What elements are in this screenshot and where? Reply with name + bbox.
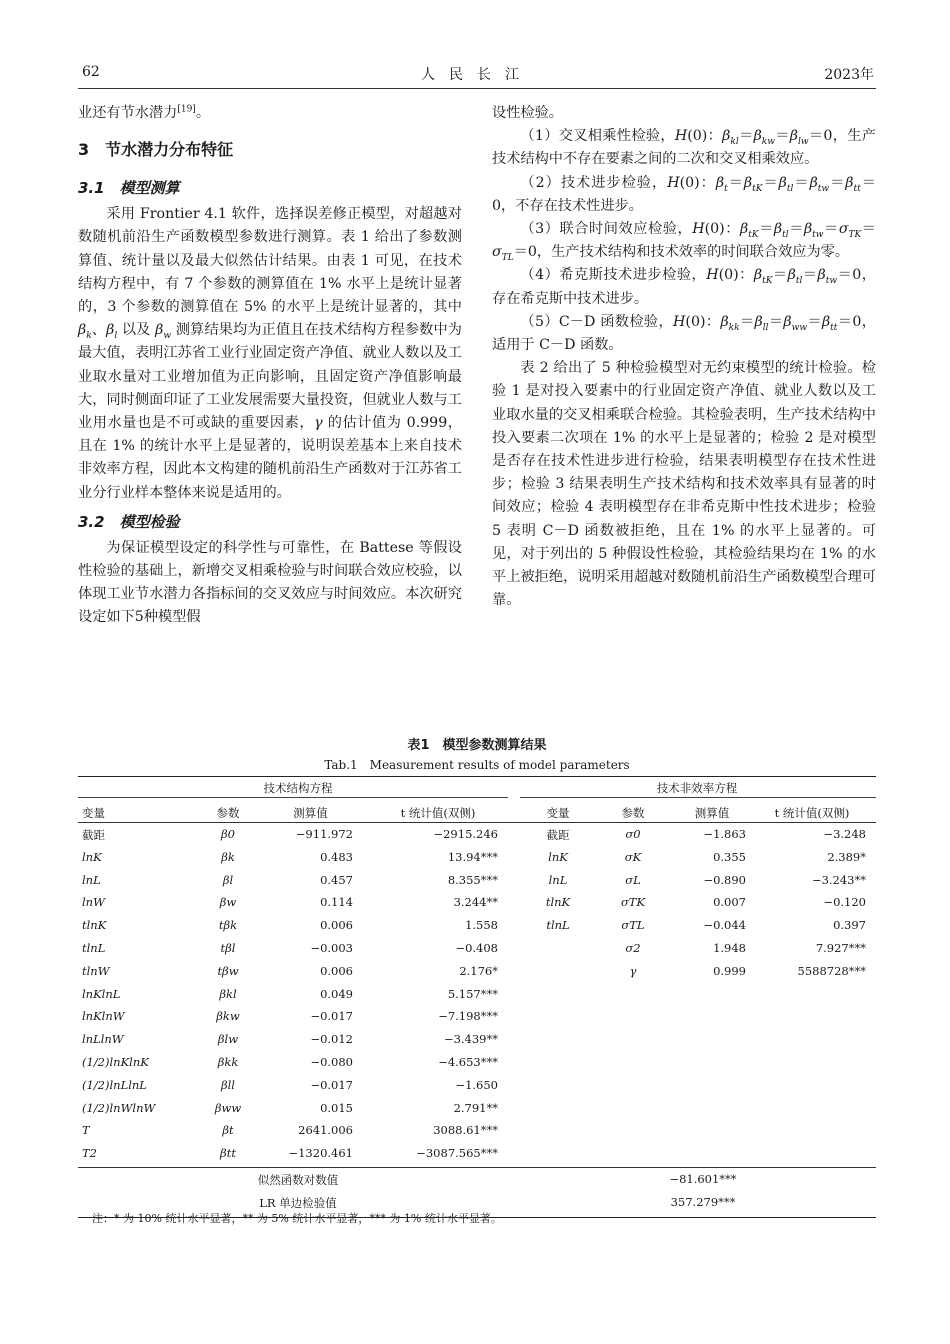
column-header: 测算值 xyxy=(293,806,328,820)
journal-name: 人民长江 xyxy=(421,67,533,83)
intro-paragraph: 业还有节水潜力[19]。 xyxy=(78,104,211,121)
table-cell: βkw xyxy=(216,1009,240,1024)
table-cell: σTK xyxy=(620,895,646,910)
table-cell: lnW xyxy=(82,895,105,910)
table2-discussion-paragraph: 表 2 给出了 5 种检验模型对无约束模型的统计检验。检验 1 是对投入要素中的行业固定资产净值、就业人数以及工业取水量的交叉相乘联合检验。其检验表明，生产技术结构中投入要素二次项在 1% 的水平上是显著的；检验 2 是对模型是否存在技术性进步进行检验，结果表明模型存在技术性进步；检验 3 结果表明生产技术结构和技术效率具有显著的时间效应；检验 4 表明模型存在非希克斯中性技术进步；检验 5 表明 C－D 函数被拒绝，且在 1% 的水平上显著的。可见，对于列出的 5 种假设性检验，其检验结果均在 1% 的水平上被拒绝，说明采用超越对数随机前沿生产函数模型合理可靠。 xyxy=(492,360,876,609)
subsection-3-2-title: 3.2 模型检验 xyxy=(78,512,180,531)
continued-line: 设性检验。 xyxy=(492,105,563,121)
test-4-paragraph: （4）希克斯技术进步检验，H(0)：$\beta_{tK}=\beta_{tl}=\beta_{tw}=0$，存在希克斯中技术进步。 xyxy=(492,267,876,307)
group-header-inefficiency: 技术非效率方程 xyxy=(656,781,738,795)
table-cell: 3088.61*** xyxy=(433,1123,498,1138)
test-2-paragraph: （2）技术进步检验，H(0)：$\beta_t=\beta_{tK}=\beta_{tl}=\beta_{tw}=\beta_{tt}=0$，不存在技术性进步。 xyxy=(492,174,876,214)
table-cell: βkk xyxy=(217,1055,239,1069)
table-cell: (1/2)lnLlnL xyxy=(82,1077,147,1092)
table-cell: lnL xyxy=(82,872,101,887)
table-row xyxy=(78,1098,876,1120)
column-header: t 统计值(双侧) xyxy=(774,806,850,820)
table-cell: 0.397 xyxy=(833,918,866,933)
table-cell: 0.015 xyxy=(320,1100,353,1115)
table-cell: tβk xyxy=(218,918,238,933)
table-row xyxy=(78,961,876,983)
table-cell: −911.972 xyxy=(295,827,353,841)
table-cell: 截距 xyxy=(82,828,105,842)
table-cell: βk xyxy=(221,849,235,864)
table-cell: −4.653*** xyxy=(438,1055,498,1069)
column-header: 测算值 xyxy=(694,806,730,820)
table-row xyxy=(78,1052,876,1074)
table-row xyxy=(78,870,876,892)
section-3-title: 3 节水潜力分布特征 xyxy=(78,140,234,160)
table-cell: T xyxy=(82,1123,90,1138)
table-cell: −0.003 xyxy=(310,941,353,955)
table-row xyxy=(78,1006,876,1028)
table-cell: −0.044 xyxy=(703,918,746,933)
page-number: 62 xyxy=(82,64,100,80)
table-cell: βkl xyxy=(219,986,237,1001)
table-cell: −3087.565*** xyxy=(416,1146,498,1161)
table-cell: 截距 xyxy=(546,828,570,842)
table-cell: 0.483 xyxy=(320,849,353,864)
table-cell: βl xyxy=(222,872,234,887)
table-row xyxy=(78,938,876,960)
table-row xyxy=(78,1075,876,1097)
table-row xyxy=(78,1120,876,1142)
table-cell: 0.006 xyxy=(320,963,353,978)
table-cell: −3.439** xyxy=(443,1032,498,1047)
table-cell: −0.120 xyxy=(823,895,866,910)
column-header: 参数 xyxy=(216,806,240,820)
table-cell: −0.080 xyxy=(310,1055,353,1069)
footer-label: LR 单边检验值 xyxy=(259,1195,337,1210)
model-calculation-paragraph: 采用 Frontier 4.1 软件，选择误差修正模型，对超越对数随机前沿生产函数模型参数进行测算。表 1 给出了参数测算值、统计量以及最大似然估计结果。由表 1 可见，在技术结构方程中，有 7 个参数的测算值在 1% 水平上是统计显著的，3 个参数的测算值在 5% 的水平上是统计显著的，其中 $\beta_k$、$\beta_l$ 以及 $\beta_w$ 测算结果均为正值且在技术结构方程参数中为最大值，表明江苏省工业行业固定资产净值、就业人数以及工业取水量对工业增加值为正向影响，且固定资产净值影响最大，同时侧面印证了工业发展需要大量投资，但就业人数与工业用水量也是不可或缺的重要因素，γ 的估计值为 0.999，且在 1% 的统计水平上是显著的，说明误差基本上来自技术非效率方程，因此本文构建的随机前沿生产函数对于江苏省工业分行业样本整体来说是适用的。 xyxy=(78,206,462,501)
table-cell: βww xyxy=(214,1100,242,1115)
table-cell: σTL xyxy=(621,918,645,933)
table-cell: lnLlnW xyxy=(82,1032,124,1047)
column-header: 变量 xyxy=(82,806,105,820)
group-header-structure: 技术结构方程 xyxy=(263,781,333,795)
left-column xyxy=(78,102,462,630)
table-cell: −0.012 xyxy=(310,1032,353,1047)
table-row xyxy=(78,824,876,846)
table-cell: lnKlnW xyxy=(82,1009,125,1024)
table-caption xyxy=(78,736,876,774)
table-cell: lnK xyxy=(82,849,102,864)
table-cell: βlw xyxy=(217,1032,239,1047)
table-note: 注：* 为 10% 统计水平显著，** 为 5% 统计水平显著，*** 为 1% 统计水平显著。 xyxy=(92,1212,502,1225)
column-header: t 统计值(双侧) xyxy=(400,806,476,820)
table-cell: σL xyxy=(625,872,641,887)
table-cell: 0.114 xyxy=(320,895,353,910)
table-cell: 7.927*** xyxy=(815,941,866,955)
table-cell: −0.017 xyxy=(310,1009,353,1024)
table-cell: tlnW xyxy=(82,963,110,978)
table-cell: tlnK xyxy=(545,895,571,910)
running-header xyxy=(78,62,876,89)
table-cell: 0.007 xyxy=(713,895,746,910)
table-cell: lnK xyxy=(548,849,568,864)
table-cell: σ2 xyxy=(625,941,641,955)
table-cell: 3.244** xyxy=(453,895,498,910)
table-cell: 2641.006 xyxy=(298,1123,353,1138)
table-cell: β0 xyxy=(221,827,235,841)
table-cell: tβl xyxy=(220,941,236,955)
table-cell: 0.006 xyxy=(320,918,353,933)
table-cell: βt xyxy=(222,1123,234,1138)
table-cell: −2915.246 xyxy=(433,827,498,841)
table-header-rule xyxy=(78,822,876,823)
table-body-rule xyxy=(78,1167,876,1168)
footer-label: 似然函数对数值 xyxy=(257,1173,339,1187)
footer-value: −81.601*** xyxy=(669,1172,737,1186)
test-3-paragraph: （3）联合时间效应检验，H(0)：$\beta_{tK}=\beta_{tl}=\beta_{tw}=\sigma_{TK}=\sigma_{TL}=0$，生产技术结构和技术效率的时间联合效应为零。 xyxy=(492,221,876,264)
column-header-row xyxy=(78,802,876,822)
table-cell: tβw xyxy=(217,963,239,978)
table-cell: 0.457 xyxy=(320,872,353,887)
table-row xyxy=(78,1029,876,1051)
table-cell: βll xyxy=(220,1077,235,1092)
table-cell: 0.355 xyxy=(713,849,746,864)
publication-year: 2023年 xyxy=(824,67,874,83)
group-rule-right xyxy=(520,797,876,798)
table-cell: tlnL xyxy=(546,918,570,933)
column-header: 参数 xyxy=(621,806,645,820)
test-5-paragraph: （5）C－D 函数检验，H(0)：$\beta_{kk}=\beta_{ll}=\beta_{ww}=\beta_{tt}=0$，适用于 C－D 函数。 xyxy=(492,313,876,354)
table-top-rule xyxy=(78,776,876,777)
table-footer-row xyxy=(78,1169,876,1191)
column-header: 变量 xyxy=(546,806,570,820)
table-cell: 1.948 xyxy=(713,941,746,955)
subsection-3-1-title: 3.1 模型测算 xyxy=(78,179,180,198)
table-cell: −0.408 xyxy=(455,941,498,955)
table-row xyxy=(78,847,876,869)
table-row xyxy=(78,1143,876,1165)
table-cell: lnKlnL xyxy=(82,986,121,1001)
table-cell: T2 xyxy=(82,1146,97,1161)
table-cell: −0.890 xyxy=(703,872,746,887)
table-caption-zh: 表1 模型参数测算结果 xyxy=(407,738,547,753)
test-1-paragraph: （1）交叉相乘性检验，H(0)：$\beta_{kl}=\beta_{kw}=\beta_{lw}=0$，生产技术结构中不存在要素之间的二次和交叉相乘效应。 xyxy=(492,128,876,168)
table-cell: 13.94*** xyxy=(447,849,498,864)
table-cell: −1.650 xyxy=(455,1077,498,1092)
table-row xyxy=(78,915,876,937)
table-cell: −1320.461 xyxy=(288,1146,353,1161)
table-cell: (1/2)lnWlnW xyxy=(82,1100,156,1115)
table-cell: 5588728*** xyxy=(797,963,866,978)
table-row xyxy=(78,984,876,1006)
table-cell: −1.863 xyxy=(703,827,746,841)
group-rule-left xyxy=(78,797,508,798)
table-cell: σK xyxy=(624,849,642,864)
table-cell: lnL xyxy=(548,872,568,887)
model-test-paragraph: 为保证模型设定的科学性与可靠性，在 Battese 等假设性检验的基础上，新增交叉相乘检验与时间联合效应校验，以体现工业节水潜力各指标间的交叉效应与时间效应。本次研究设定如下5种模型假 xyxy=(78,539,462,626)
footer-value: 357.279*** xyxy=(670,1194,736,1209)
table-cell: γ xyxy=(629,963,637,978)
table-cell: 1.558 xyxy=(465,918,498,933)
table-cell: 0.049 xyxy=(320,986,353,1001)
table-cell: βw xyxy=(219,895,237,910)
table-cell: (1/2)lnKlnK xyxy=(82,1055,149,1069)
table-cell: −3.248 xyxy=(823,827,866,841)
table-cell: 2.176* xyxy=(459,963,498,978)
table-cell: −7.198*** xyxy=(438,1009,498,1024)
table-cell: −0.017 xyxy=(310,1077,353,1092)
table-cell: 2.389* xyxy=(827,849,866,864)
table-cell: 5.157*** xyxy=(447,986,498,1001)
table-cell: 2.791** xyxy=(453,1100,498,1115)
table-cell: σ0 xyxy=(625,827,641,841)
table-cell: tlnL xyxy=(82,941,106,955)
table-cell: 8.355*** xyxy=(447,872,498,887)
table-caption-en: Tab.1 Measurement results of model parameters xyxy=(324,758,630,772)
table-row xyxy=(78,892,876,914)
table-cell: βtt xyxy=(220,1146,236,1161)
table-cell: 0.999 xyxy=(713,963,746,978)
table-cell: −3.243** xyxy=(811,872,866,887)
table-cell: tlnK xyxy=(82,918,107,933)
right-column xyxy=(492,102,876,612)
